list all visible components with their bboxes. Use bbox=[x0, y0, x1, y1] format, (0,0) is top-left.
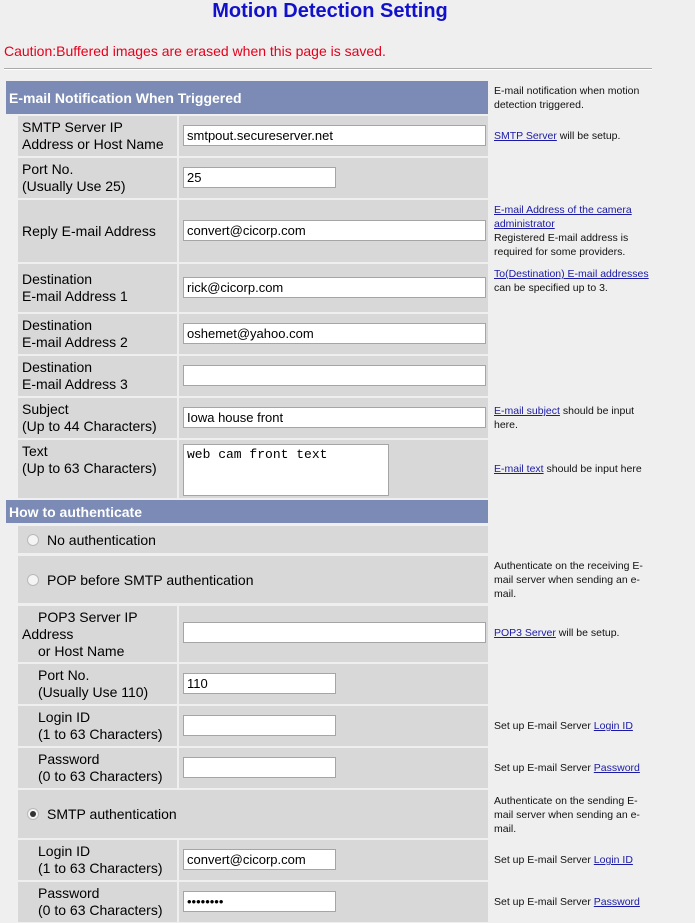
pop-login-help bbox=[494, 719, 652, 733]
text-label-line1: Text bbox=[22, 443, 48, 459]
smtp-login-label-line2: (1 to 63 Characters) bbox=[38, 860, 163, 876]
pop-login-label-line1: Login ID bbox=[38, 709, 91, 725]
smtp-server-label-line1: SMTP Server IP bbox=[22, 119, 123, 135]
pop3-server-label-line2: Address bbox=[22, 625, 74, 642]
email-section-header: E-mail Notification When Triggered bbox=[6, 81, 488, 114]
pop3-server-cell bbox=[179, 606, 488, 662]
pop-login-help-text: Set up E-mail Server bbox=[494, 720, 594, 732]
no-auth-option[interactable] bbox=[18, 526, 488, 553]
reply-help bbox=[494, 203, 652, 259]
pop-port-label bbox=[18, 664, 177, 704]
pop3-server-label-line3: or Host Name bbox=[38, 642, 125, 659]
pop3-server-help-text: will be setup. bbox=[555, 627, 620, 639]
pop-auth-radio[interactable] bbox=[27, 574, 39, 586]
pop-auth-label: POP before SMTP authentication bbox=[47, 571, 254, 588]
smtp-password-label bbox=[18, 882, 177, 922]
dest1-label-line1: Destination bbox=[22, 271, 93, 287]
dest1-label-line2: E-mail Address 1 bbox=[22, 288, 128, 304]
dest1-help-link[interactable]: To(Destination) E-mail addresses bbox=[494, 268, 649, 280]
pop-password-help bbox=[494, 761, 652, 775]
subject-label-line2: (Up to 44 Characters) bbox=[22, 418, 157, 434]
text-help bbox=[494, 462, 652, 476]
reply-email-input[interactable] bbox=[183, 220, 486, 241]
pop-auth-help: Authenticate on the receiving E-mail server when sending an e-mail. bbox=[494, 560, 643, 600]
smtp-auth-help: Authenticate on the sending E-mail server when sending an e-mail. bbox=[494, 795, 640, 835]
text-help-text: should be input here bbox=[543, 463, 642, 475]
smtp-password-label-line1: Password bbox=[38, 885, 100, 901]
pop-port-label-line1: Port No. bbox=[38, 667, 90, 683]
smtp-login-label-line1: Login ID bbox=[38, 843, 91, 859]
pop-port-cell bbox=[179, 664, 488, 704]
smtp-login-input[interactable] bbox=[183, 849, 336, 870]
dest3-label-line1: Destination bbox=[22, 359, 93, 375]
smtp-login-help-link[interactable]: Login ID bbox=[593, 854, 633, 866]
dest1-label bbox=[18, 264, 177, 312]
pop3-server-input[interactable] bbox=[183, 622, 486, 643]
pop-login-label-line2: (1 to 63 Characters) bbox=[38, 726, 163, 742]
dest1-help-text: can be specified up to 3. bbox=[494, 282, 608, 294]
pop-port-label-line2: (Usually Use 110) bbox=[38, 684, 149, 700]
smtp-password-cell bbox=[179, 882, 488, 922]
smtp-server-input[interactable] bbox=[183, 125, 486, 146]
dest3-label bbox=[18, 356, 177, 396]
subject-label-line1: Subject bbox=[22, 401, 69, 417]
subject-help-text: should be input here. bbox=[494, 405, 635, 431]
smtp-password-label-line2: (0 to 63 Characters) bbox=[38, 902, 163, 918]
subject-input[interactable] bbox=[183, 407, 486, 428]
subject-help-link[interactable]: E-mail subject bbox=[494, 405, 560, 417]
no-auth-label: No authentication bbox=[47, 531, 156, 548]
subject-help bbox=[494, 404, 652, 432]
text-label bbox=[18, 440, 177, 498]
smtp-password-input[interactable] bbox=[183, 891, 336, 912]
radio-selected-dot bbox=[30, 811, 36, 817]
port-cell bbox=[179, 158, 488, 198]
subject-cell bbox=[179, 398, 488, 438]
smtp-login-label bbox=[18, 840, 177, 880]
pop-password-label-line2: (0 to 63 Characters) bbox=[38, 768, 163, 784]
smtp-server-label bbox=[18, 116, 177, 156]
smtp-login-cell bbox=[179, 840, 488, 880]
dest1-email-input[interactable] bbox=[183, 277, 486, 298]
pop-login-help-link[interactable]: Login ID bbox=[593, 720, 633, 732]
pop-login-input[interactable] bbox=[183, 715, 336, 736]
pop3-server-label bbox=[18, 606, 177, 662]
pop3-server-help-link[interactable]: POP3 Server bbox=[494, 627, 556, 639]
smtp-server-cell bbox=[179, 116, 488, 156]
dest3-email-input[interactable] bbox=[183, 365, 486, 386]
reply-label-text: Reply E-mail Address bbox=[22, 222, 156, 239]
dest2-label bbox=[18, 314, 177, 354]
page-title: Motion Detection Setting bbox=[212, 0, 448, 22]
email-section-help: E-mail notification when motion detection triggered. bbox=[494, 85, 640, 111]
pop-password-input[interactable] bbox=[183, 757, 336, 778]
pop-password-help-link[interactable]: Password bbox=[593, 762, 640, 774]
port-label-line1: Port No. bbox=[22, 161, 74, 177]
pop-password-label-line1: Password bbox=[38, 751, 100, 767]
dest3-cell bbox=[179, 356, 488, 396]
smtp-server-label-line2: Address or Host Name bbox=[22, 136, 164, 152]
pop-port-input[interactable] bbox=[183, 673, 336, 694]
smtp-server-help-text: will be setup. bbox=[556, 130, 621, 142]
reply-help-link[interactable]: E-mail Address of the camera administrator bbox=[494, 204, 632, 230]
smtp-auth-option[interactable] bbox=[18, 790, 488, 838]
pop-password-label bbox=[18, 748, 177, 788]
text-textarea[interactable] bbox=[183, 444, 389, 496]
dest2-email-input[interactable] bbox=[183, 323, 486, 344]
pop3-server-label-line1: POP3 Server IP bbox=[38, 608, 138, 625]
text-help-link[interactable]: E-mail text bbox=[494, 463, 544, 475]
port-input[interactable] bbox=[183, 167, 336, 188]
smtp-auth-label: SMTP authentication bbox=[47, 806, 177, 822]
port-label-line2: (Usually Use 25) bbox=[22, 178, 126, 194]
dest1-cell bbox=[179, 264, 488, 312]
caution-text: Caution:Buffered images are erased when this page is saved. bbox=[4, 43, 386, 59]
reply-help-text: Registered E-mail address is required for some providers. bbox=[494, 232, 629, 258]
pop-login-label bbox=[18, 706, 177, 746]
smtp-password-help-link[interactable]: Password bbox=[593, 896, 640, 908]
no-auth-radio[interactable] bbox=[27, 534, 39, 546]
port-label bbox=[18, 158, 177, 198]
text-label-line2: (Up to 63 Characters) bbox=[22, 460, 157, 476]
pop-password-cell bbox=[179, 748, 488, 788]
subject-label bbox=[18, 398, 177, 438]
smtp-server-help-link[interactable]: SMTP Server bbox=[494, 130, 557, 142]
dest1-help bbox=[494, 267, 652, 295]
pop-auth-option[interactable] bbox=[18, 556, 488, 603]
smtp-password-help-text: Set up E-mail Server bbox=[494, 896, 594, 908]
reply-cell bbox=[179, 200, 488, 262]
smtp-password-help bbox=[494, 895, 652, 909]
pop-login-cell bbox=[179, 706, 488, 746]
dest3-label-line2: E-mail Address 3 bbox=[22, 376, 128, 392]
dest2-label-line1: Destination bbox=[22, 317, 93, 333]
smtp-auth-radio[interactable] bbox=[27, 808, 39, 820]
pop-password-help-text: Set up E-mail Server bbox=[494, 762, 594, 774]
smtp-login-help-text: Set up E-mail Server bbox=[494, 854, 594, 866]
dest2-cell bbox=[179, 314, 488, 354]
auth-section-header: How to authenticate bbox=[6, 500, 488, 523]
divider bbox=[4, 68, 652, 70]
pop3-server-help bbox=[494, 626, 652, 640]
smtp-login-help bbox=[494, 853, 652, 867]
dest2-label-line2: E-mail Address 2 bbox=[22, 334, 128, 350]
smtp-server-help bbox=[494, 129, 652, 143]
reply-label bbox=[18, 200, 177, 262]
text-cell bbox=[179, 440, 488, 498]
